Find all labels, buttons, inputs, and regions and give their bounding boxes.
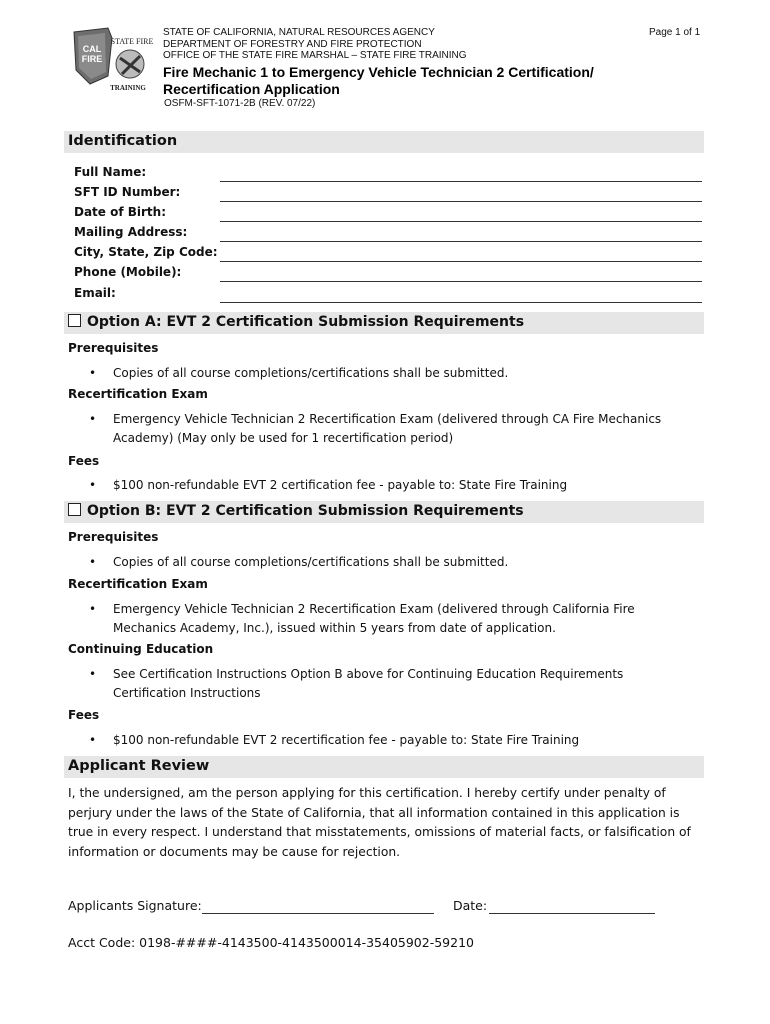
option-a-exam-line-2: Academy) (May only be used for 1 recertification period) — [113, 431, 454, 445]
logo-state-fire-text: STATE FIRE — [110, 37, 154, 46]
form-title-line-1: Fire Mechanic 1 to Emergency Vehicle Technician 2 Certification/ — [163, 64, 594, 80]
date-of-birth-field[interactable] — [220, 221, 702, 222]
city-state-zip-field[interactable] — [220, 261, 702, 262]
email-field[interactable] — [220, 302, 702, 303]
option-a-prereq-heading: Prerequisites — [68, 341, 159, 355]
option-a-exam-line-1: Emergency Vehicle Technician 2 Recertification Exam (delivered through CA Fire Mechanics — [113, 412, 662, 426]
date-field[interactable] — [489, 913, 655, 914]
phone-label: Phone (Mobile): — [74, 265, 182, 279]
option-a-fees-text: $100 non-refundable EVT 2 certification fee - payable to: State Fire Training — [113, 478, 568, 492]
option-a-title: Option A: EVT 2 Certification Submission Requirements — [87, 314, 525, 330]
option-a-heading — [68, 314, 524, 330]
mailing-address-label: Mailing Address: — [74, 225, 188, 239]
logo-fire-text: FIRE — [81, 54, 103, 64]
option-a-fees-heading: Fees — [68, 454, 100, 468]
option-b-exam-line-1: Emergency Vehicle Technician 2 Recertification Exam (delivered through California Fire — [113, 602, 635, 616]
signature-field[interactable] — [202, 913, 434, 914]
bullet-glyph: • — [89, 667, 97, 681]
cal-fire-logo — [68, 24, 156, 94]
full-name-label: Full Name: — [74, 165, 147, 179]
identification-section-header — [64, 131, 704, 153]
full-name-field[interactable] — [220, 181, 702, 182]
statement-line-3: true in every respect. I understand that misstatements, omissions of material facts, or falsification of — [68, 825, 691, 839]
city-state-zip-label: City, State, Zip Code: — [74, 245, 218, 259]
option-b-exam-heading: Recertification Exam — [68, 577, 208, 591]
statement-line-1: I, the undersigned, am the person applying for this certification. I hereby certify under penalty of — [68, 786, 666, 800]
bullet-glyph: • — [89, 602, 97, 616]
logo-cal-text: CAL — [82, 44, 102, 54]
statement-line-2: perjury under the laws of the State of California, that all information contained in this application is — [68, 805, 680, 820]
option-b-exam-line-2: Mechanics Academy, Inc.), issued within 5 years from date of application. — [113, 621, 556, 635]
bullet-glyph: • — [89, 733, 97, 747]
agency-header — [163, 27, 467, 62]
agency-line-2: DEPARTMENT OF FORESTRY AND FIRE PROTECTION — [163, 38, 422, 50]
option-a-prereq-text: Copies of all course completions/certifications shall be submitted. — [113, 366, 509, 380]
applicant-review-section-header — [64, 756, 704, 778]
sft-id-field[interactable] — [220, 201, 702, 202]
signature-label: Applicants Signature: — [68, 898, 202, 913]
option-b-ce-line-1: See Certification Instructions Option B above for Continuing Education Requirements — [113, 667, 624, 681]
agency-line-1: STATE OF CALIFORNIA, NATURAL RESOURCES AGENCY — [163, 27, 435, 38]
option-b-checkbox[interactable] — [68, 503, 81, 516]
bullet-glyph: • — [89, 366, 97, 380]
sft-id-label: SFT ID Number: — [74, 185, 181, 199]
logo-training-text: TRAINING — [110, 84, 146, 92]
date-label: Date: — [453, 898, 488, 913]
option-a-section-header — [64, 312, 704, 334]
applicant-review-title: Applicant Review — [68, 758, 210, 774]
option-b-prereq-text: Copies of all course completions/certifications shall be submitted. — [113, 555, 509, 569]
form-title-line-2: Recertification Application — [163, 81, 340, 97]
agency-line-3: OFFICE OF THE STATE FIRE MARSHAL – STATE FIRE TRAINING — [163, 50, 467, 61]
bullet-glyph: • — [89, 555, 97, 569]
option-b-section-header — [64, 501, 704, 523]
date-of-birth-label: Date of Birth: — [74, 205, 167, 219]
applicant-review-statement — [68, 784, 698, 862]
option-b-fees-heading: Fees — [68, 708, 100, 722]
phone-field[interactable] — [220, 281, 702, 282]
option-a-checkbox[interactable] — [68, 314, 81, 327]
option-b-ce-line-2: Certification Instructions — [113, 686, 261, 700]
option-b-title: Option B: EVT 2 Certification Submission Requirements — [87, 503, 524, 519]
statement-line-4: information or documents may be cause for rejection. — [68, 844, 401, 859]
option-b-ce-heading: Continuing Education — [68, 642, 214, 656]
bullet-glyph: • — [89, 412, 97, 426]
option-b-prereq-heading: Prerequisites — [68, 530, 159, 544]
form-code: OSFM-SFT-1071-2B (REV. 07/22) — [164, 98, 316, 109]
mailing-address-field[interactable] — [220, 241, 702, 242]
bullet-glyph: • — [89, 478, 97, 492]
page-number: Page 1 of 1 — [649, 27, 701, 38]
acct-code: Acct Code: 0198-####-4143500-4143500014-35405902-59210 — [68, 935, 474, 950]
identification-title: Identification — [68, 133, 178, 149]
option-b-fees-text: $100 non-refundable EVT 2 recertification fee - payable to: State Fire Training — [113, 733, 580, 747]
option-a-exam-heading: Recertification Exam — [68, 387, 208, 401]
email-label: Email: — [74, 286, 116, 300]
option-b-heading — [68, 503, 524, 519]
form-title — [163, 64, 594, 98]
